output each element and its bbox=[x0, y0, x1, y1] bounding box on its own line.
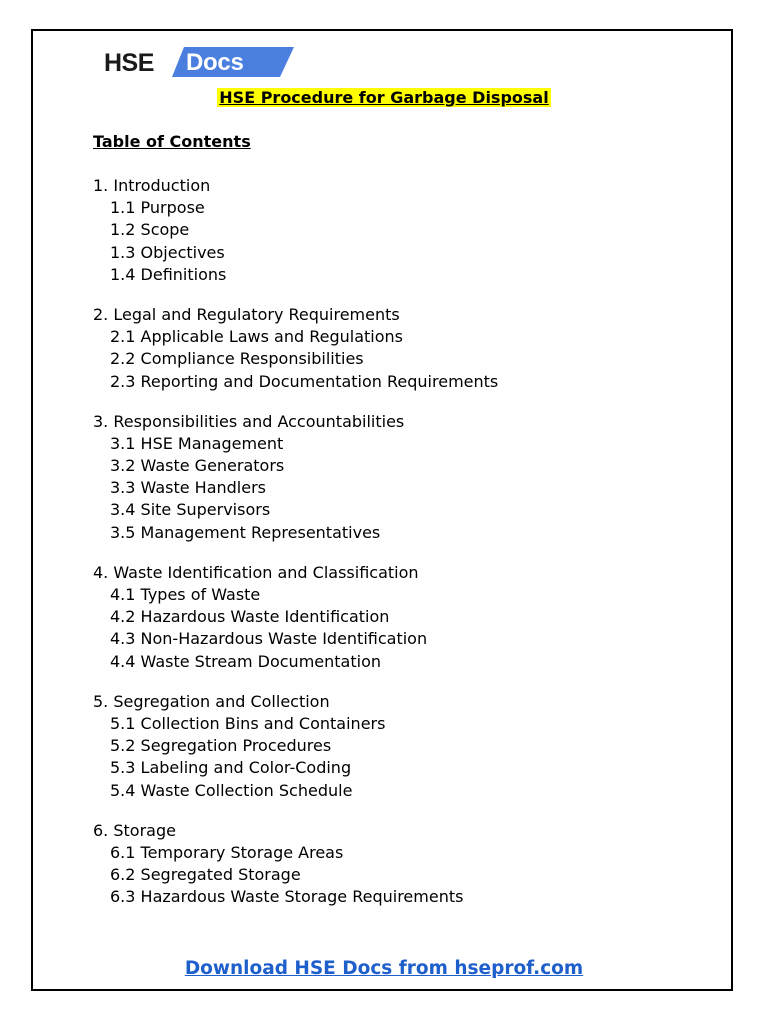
toc-section-heading: 6. Storage bbox=[93, 820, 176, 840]
toc-section bbox=[93, 411, 693, 544]
toc-subsection-item: 5.3 Labeling and Color-Coding bbox=[110, 758, 352, 778]
toc-section-heading: 5. Segregation and Collection bbox=[93, 691, 330, 711]
toc-subsection-item: 4.2 Hazardous Waste Identification bbox=[110, 607, 390, 627]
toc-subsection-item: 4.1 Types of Waste bbox=[110, 585, 261, 604]
logo-docs-text: Docs bbox=[186, 49, 244, 76]
toc-section-heading: 4. Waste Identification and Classification bbox=[93, 562, 419, 582]
toc-subsection-item: 4.3 Non-Hazardous Waste Identification bbox=[110, 629, 428, 649]
document-title-row bbox=[0, 87, 768, 109]
toc-subsection-item: 1.1 Purpose bbox=[110, 198, 205, 218]
toc-subsection-item: 3.5 Management Representatives bbox=[110, 522, 381, 542]
toc-section bbox=[93, 175, 693, 286]
toc-subsection-item: 6.1 Temporary Storage Areas bbox=[110, 842, 344, 862]
download-link[interactable]: Download HSE Docs from hseprof.com bbox=[184, 958, 584, 979]
toc-subsection-item: 5.4 Waste Collection Schedule bbox=[110, 780, 353, 800]
toc-subsection-item: 3.3 Waste Handlers bbox=[110, 478, 267, 498]
toc-subsection-item: 3.1 HSE Management bbox=[110, 433, 284, 453]
toc-subsection-item: 1.4 Definitions bbox=[110, 264, 227, 284]
toc-subsection-item: 6.3 Hazardous Waste Storage Requirements bbox=[110, 887, 464, 907]
toc-subsection-item: 5.2 Segregation Procedures bbox=[110, 736, 332, 756]
toc-section-heading: 3. Responsibilities and Accountabilities bbox=[93, 411, 405, 431]
toc-subsection-item: 2.3 Reporting and Documentation Requirements bbox=[110, 371, 499, 391]
logo-hse-text: HSE bbox=[104, 49, 154, 77]
toc-section-heading: 1. Introduction bbox=[93, 176, 211, 195]
hse-docs-logo bbox=[104, 46, 294, 78]
toc-subsection-item: 1.3 Objectives bbox=[110, 242, 225, 262]
toc-section bbox=[93, 562, 693, 673]
toc-subsection-item: 6.2 Segregated Storage bbox=[110, 865, 301, 885]
toc-section bbox=[93, 304, 693, 393]
toc-subsection-item: 4.4 Waste Stream Documentation bbox=[110, 651, 381, 671]
toc-subsection-item: 1.2 Scope bbox=[110, 220, 190, 240]
document-title: HSE Procedure for Garbage Disposal bbox=[219, 88, 549, 107]
toc-section bbox=[93, 691, 693, 802]
toc-subsection-item: 3.4 Site Supervisors bbox=[110, 500, 271, 520]
toc-subsection-item: 3.2 Waste Generators bbox=[110, 456, 285, 476]
toc-heading: Table of Contents bbox=[93, 132, 251, 151]
toc-section-heading: 2. Legal and Regulatory Requirements bbox=[93, 304, 400, 324]
table-of-contents bbox=[93, 175, 693, 926]
toc-section bbox=[93, 820, 693, 909]
toc-subsection-item: 5.1 Collection Bins and Containers bbox=[110, 713, 386, 733]
toc-subsection-item: 2.1 Applicable Laws and Regulations bbox=[110, 327, 403, 347]
toc-subsection-item: 2.2 Compliance Responsibilities bbox=[110, 349, 364, 369]
